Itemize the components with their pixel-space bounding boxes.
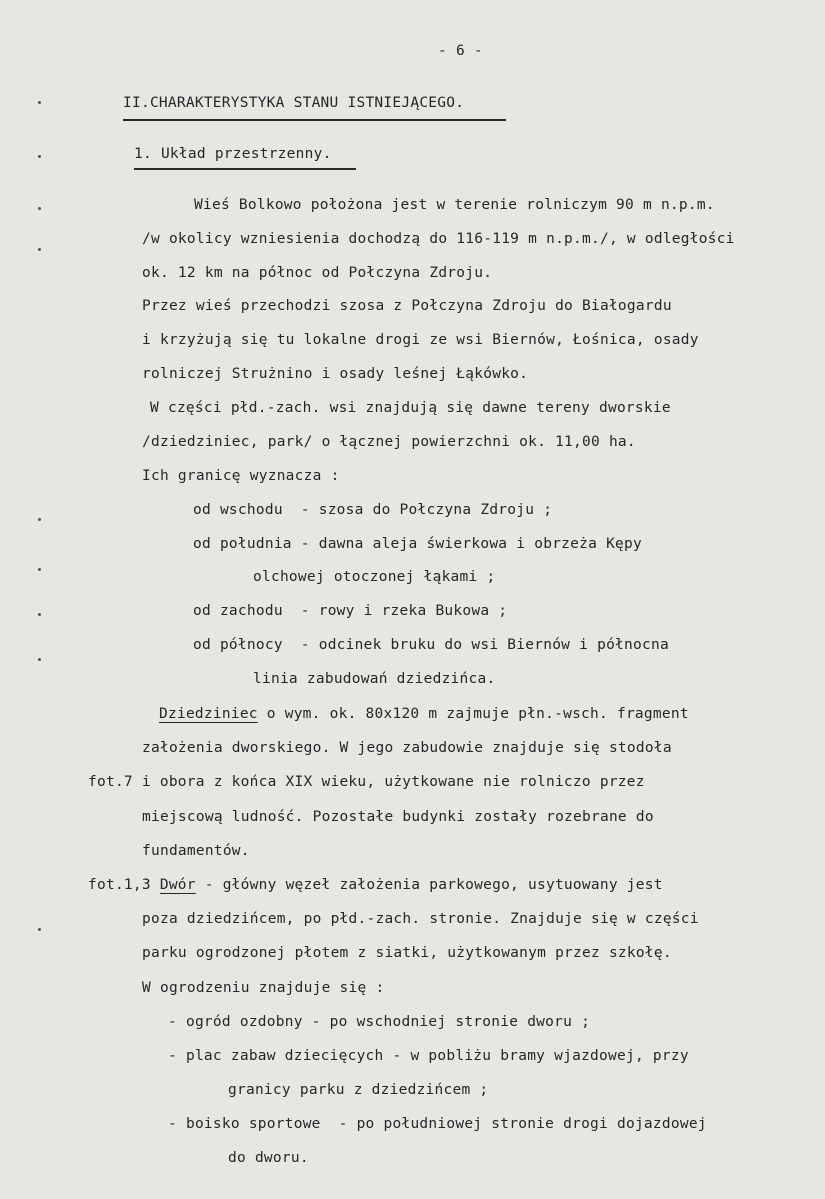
- subsection-heading: 1. Układ przestrzenny.: [134, 146, 332, 162]
- paragraph-line: Wieś Bolkowo położona jest w terenie rolniczym 90 m n.p.m.: [194, 197, 715, 213]
- paragraph-line: miejscową ludność. Pozostałe budynki zostały rozebrane do: [142, 809, 654, 825]
- scan-mark: [38, 101, 41, 104]
- paragraph-line: fundamentów.: [142, 843, 250, 859]
- scan-mark: [38, 248, 41, 251]
- paragraph-text: o wym. ok. 80x120 m zajmuje płn.-wsch. fragment: [257, 706, 689, 722]
- paragraph-line: W części płd.-zach. wsi znajdują się dawne tereny dworskie: [150, 400, 671, 416]
- boundary-south-cont: olchowej otoczonej łąkami ;: [253, 569, 496, 585]
- list-item: - ogród ozdobny - po wschodniej stronie dworu ;: [168, 1014, 591, 1030]
- photo-reference: fot.7: [88, 774, 133, 790]
- paragraph-line: [159, 705, 689, 723]
- term-dwor: Dwór: [159, 877, 196, 893]
- paragraph-line: Ich granicę wyznacza :: [142, 468, 340, 484]
- boundary-west: od zachodu - rowy i rzeka Bukowa ;: [193, 603, 508, 619]
- paragraph-line: Przez wieś przechodzi szosa z Połczyna Zdroju do Białogardu: [142, 298, 672, 314]
- paragraph-line: [88, 773, 645, 791]
- list-item-cont: granicy parku z dziedzińcem ;: [228, 1082, 489, 1098]
- boundary-north-cont: linia zabudowań dziedzińca.: [253, 671, 496, 687]
- subsection-heading-underline: [134, 168, 356, 170]
- scan-mark: [38, 518, 41, 521]
- boundary-east: od wschodu - szosa do Połczyna Zdroju ;: [193, 502, 553, 518]
- paragraph-line: /w okolicy wzniesienia dochodzą do 116-119 m n.p.m./, w odległości: [142, 231, 735, 247]
- scan-mark: [38, 155, 41, 158]
- list-item: - plac zabaw dziecięcych - w pobliżu bramy wjazdowej, przy: [168, 1048, 689, 1064]
- scan-mark: [38, 568, 41, 571]
- paragraph-text: i obora z końca XIX wieku, użytkowane nie rolniczo przez: [132, 774, 645, 790]
- paragraph-line: W ogrodzeniu znajduje się :: [142, 980, 385, 996]
- boundary-south: od południa - dawna aleja świerkowa i obrzeża Kępy: [193, 536, 642, 552]
- paragraph-line: założenia dworskiego. W jego zabudowie znajduje się stodoła: [142, 740, 672, 756]
- paragraph-line: /dziedziniec, park/ o łącznej powierzchni ok. 11,00 ha.: [142, 434, 636, 450]
- scan-mark: [38, 207, 41, 210]
- term-dziedziniec: Dziedziniec: [159, 706, 258, 722]
- section-heading: II.CHARAKTERYSTYKA STANU ISTNIEJĄCEGO.: [123, 95, 465, 111]
- section-heading-underline: [123, 119, 506, 121]
- paragraph-line: [88, 876, 663, 894]
- paragraph-line: poza dziedzińcem, po płd.-zach. stronie. Znajduje się w części: [142, 911, 699, 927]
- paragraph-line: rolniczej Strużnino i osady leśnej Łąkówko.: [142, 366, 529, 382]
- scan-mark: [38, 658, 41, 661]
- paragraph-line: i krzyżują się tu lokalne drogi ze wsi Biernów, Łośnica, osady: [142, 332, 699, 348]
- list-item: - boisko sportowe - po południowej stronie drogi dojazdowej: [168, 1116, 707, 1132]
- scan-mark: [38, 613, 41, 616]
- page-number: - 6 -: [438, 43, 483, 59]
- paragraph-line: ok. 12 km na północ od Połczyna Zdroju.: [142, 265, 493, 281]
- list-item-cont: do dworu.: [228, 1150, 309, 1166]
- scan-mark: [38, 928, 41, 931]
- paragraph-line: parku ogrodzonej płotem z siatki, użytkowanym przez szkołę.: [142, 945, 672, 961]
- photo-reference: fot.1,3: [88, 877, 151, 893]
- paragraph-text: - główny węzeł założenia parkowego, usytuowany jest: [195, 877, 663, 893]
- boundary-north: od północy - odcinek bruku do wsi Biernów i północna: [193, 637, 669, 653]
